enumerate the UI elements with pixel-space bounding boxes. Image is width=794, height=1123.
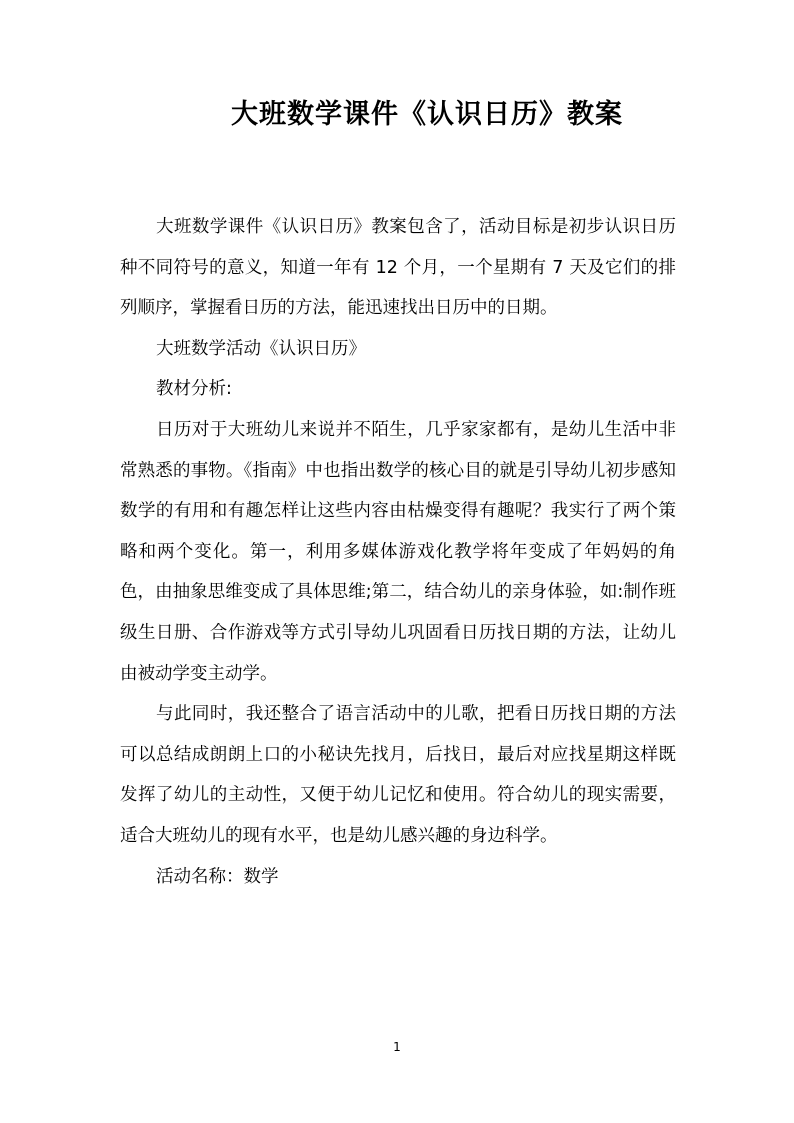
paragraph-section-heading: 教材分析: — [156, 379, 232, 400]
paragraph-integration: 与此同时，我还整合了语言活动中的儿歌，把看日历找日期的方法可以总结成朗朗上口的小秘诀先找月，后找日，最后对应找星期这样既发挥了幼儿的主动性，又便于幼儿记忆和使用。符合幼儿的现实需要，适合大班幼儿的现有水平，也是幼儿感兴趣的身边科学。 — [120, 704, 676, 846]
paragraph-activity-title: 大班数学活动《认识日历》 — [156, 338, 366, 359]
document-title: 大班数学课件《认识日历》教案 — [231, 99, 623, 130]
page-number: 1 — [393, 1040, 401, 1054]
paragraph-activity-name: 活动名称：数学 — [156, 866, 279, 887]
paragraph-material-analysis: 日历对于大班幼儿来说并不陌生，几乎家家都有，是幼儿生活中非常熟悉的事物。《指南》中也指出数学的核心目的就是引导幼儿初步感知数学的有用和有趣怎样让这些内容由枯燥变得有趣呢？我实行了两个策略和两个变化。第一，利用多媒体游戏化教学将年变成了年妈妈的角色，由抽象思维变成了具体思维;第二，结合幼儿的亲身体验，如:制作班级生日册、合作游戏等方式引导幼儿巩固看日历找日期的方法，让幼儿由被动学变主动学。 — [120, 419, 676, 684]
document-body — [120, 207, 676, 897]
paragraph-intro: 大班数学课件《认识日历》教案包含了，活动目标是初步认识日历种不同符号的意义，知道一年有 12 个月，一个星期有 7 天及它们的排列顺序，掌握看日历的方法，能迅速找出日历中的日期。 — [120, 217, 676, 319]
